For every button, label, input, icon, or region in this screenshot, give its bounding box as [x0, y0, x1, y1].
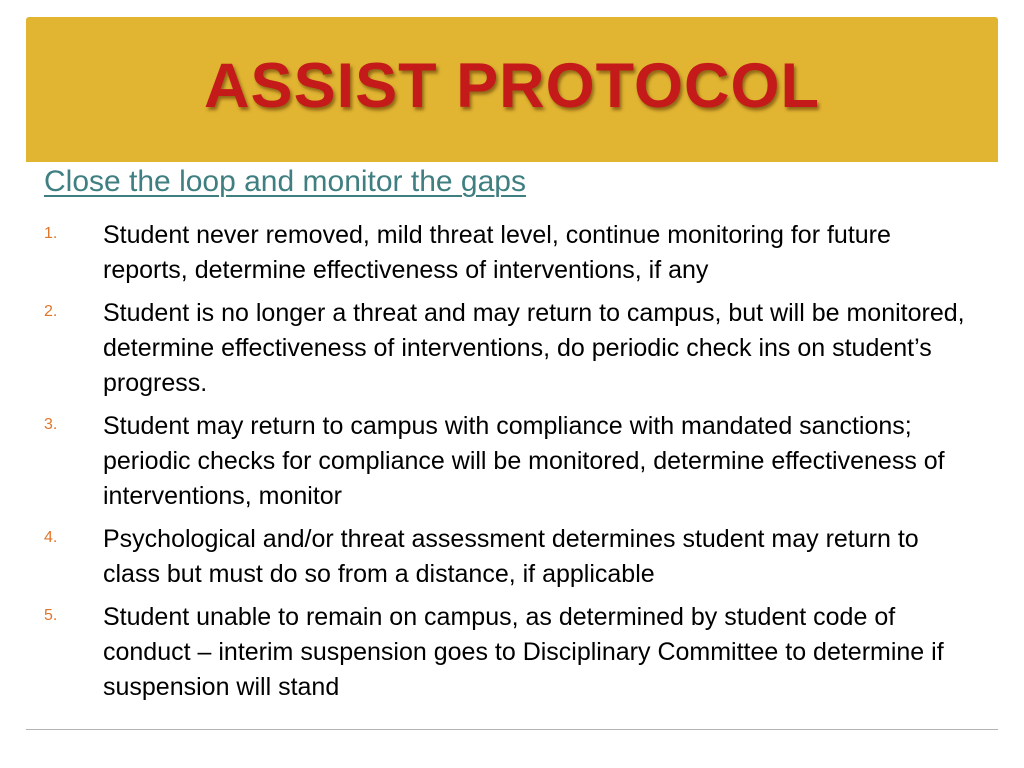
protocol-list — [44, 218, 974, 713]
list-item-number: 5. — [44, 607, 58, 624]
bottom-divider — [26, 729, 998, 730]
list-item-number: 4. — [44, 529, 58, 546]
list-item-number: 3. — [44, 416, 58, 433]
list-item — [44, 296, 974, 401]
title-band — [26, 17, 998, 162]
list-item — [44, 218, 974, 288]
list-item — [44, 522, 974, 592]
list-item-text: Psychological and/or threat assessment determines student may return to class but must do so from a distance, if applicable — [103, 525, 919, 588]
slide-subtitle: Close the loop and monitor the gaps — [44, 165, 526, 198]
list-item-text: Student never removed, mild threat level, continue monitoring for future reports, determine effectiveness of interventions, if any — [103, 221, 891, 284]
list-item — [44, 409, 974, 514]
list-item-text: Student is no longer a threat and may return to campus, but will be monitored, determine effectiveness of interventions, do periodic check ins on student’s progress. — [103, 299, 965, 397]
list-item — [44, 600, 974, 705]
list-item-text: Student unable to remain on campus, as determined by student code of conduct – interim suspension goes to Disciplinary Committee to determine if suspension will stand — [103, 603, 944, 701]
slide-title: ASSIST PROTOCOL — [204, 50, 820, 121]
list-item-number: 2. — [44, 303, 58, 320]
list-item-number: 1. — [44, 225, 58, 242]
list-item-text: Student may return to campus with compliance with mandated sanctions; periodic checks for compliance will be monitored, determine effectiveness of interventions, monitor — [103, 412, 945, 510]
